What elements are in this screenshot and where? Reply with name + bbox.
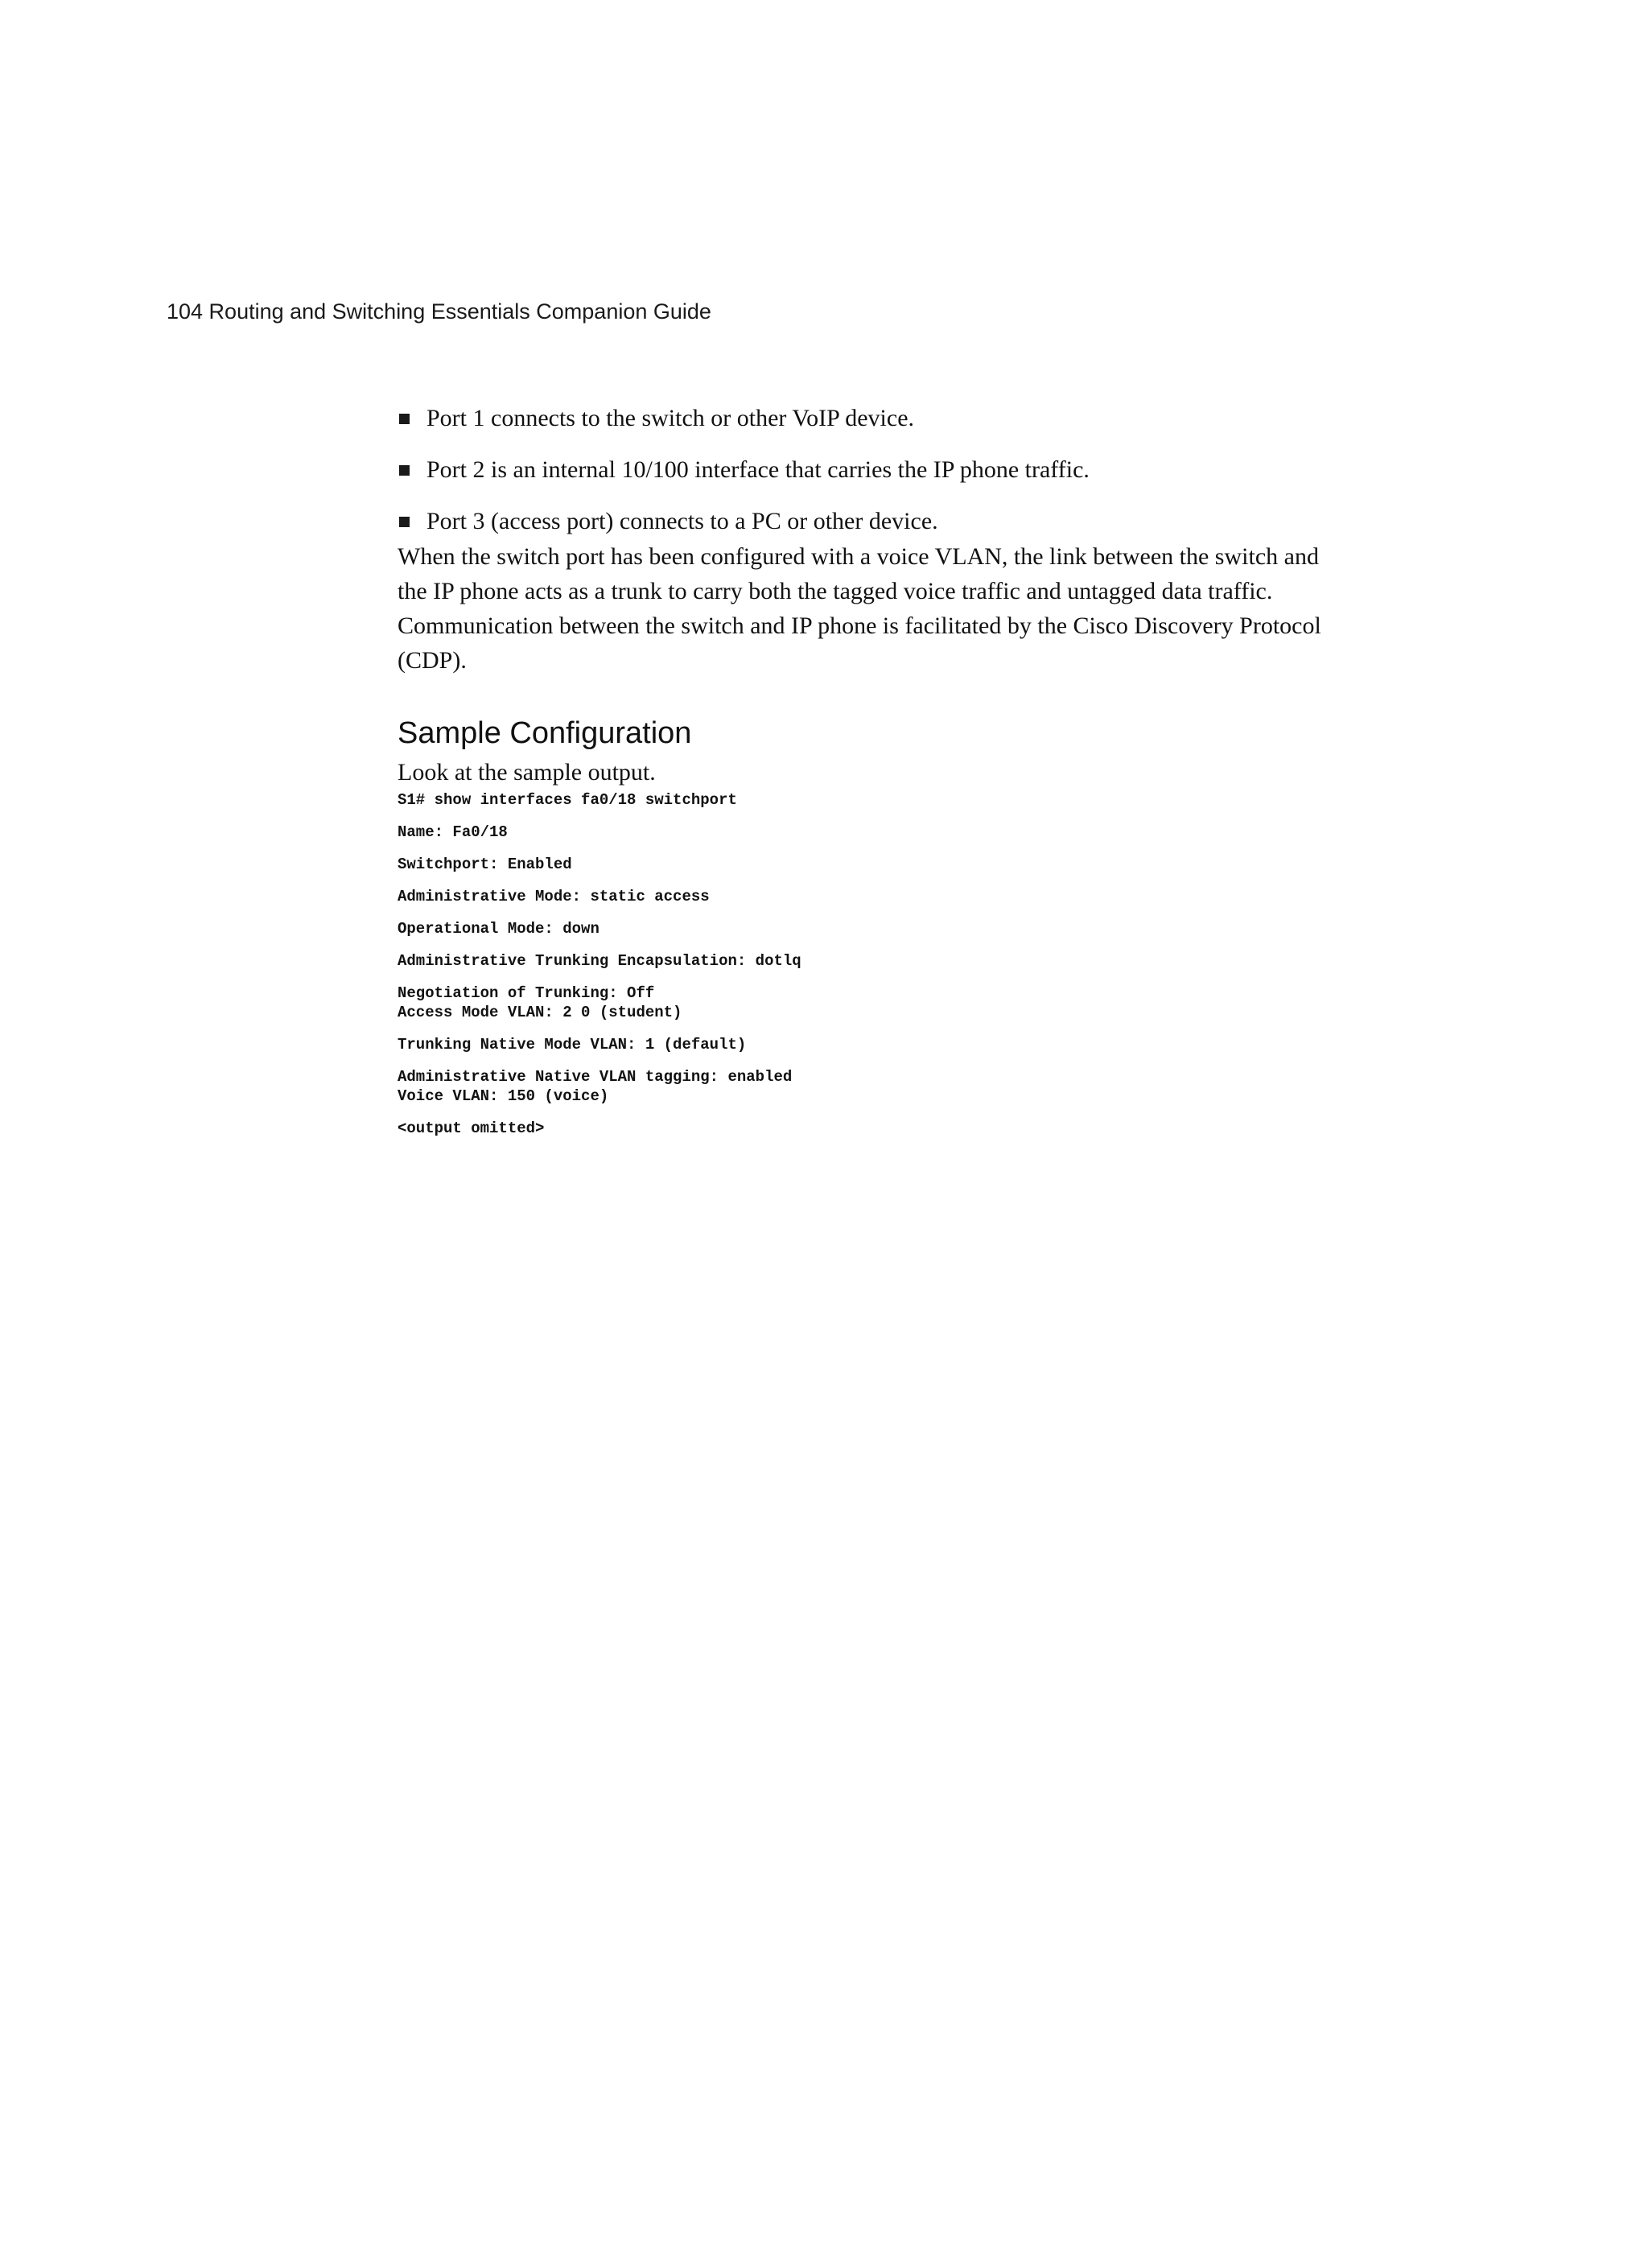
code-line: Administrative Mode: static access (398, 888, 710, 905)
section-intro: Look at the sample output. (398, 759, 656, 786)
paragraph-line: (CDP). (398, 647, 467, 674)
code-line: Voice VLAN: 150 (voice) (398, 1087, 609, 1105)
code-line: Negotiation of Trunking: Off (398, 984, 655, 1002)
list-item-text: Port 1 connects to the switch or other VoIP device. (426, 405, 915, 431)
code-line: Name: Fa0/18 (398, 823, 508, 841)
paragraph-line: When the switch port has been configured with a voice VLAN, the link between the switch and (398, 543, 1319, 570)
section-heading: Sample Configuration (398, 716, 692, 750)
code-line: Administrative Trunking Encapsulation: dotlq (398, 952, 801, 970)
running-header: 104 Routing and Switching Essentials Companion Guide (167, 299, 711, 324)
code-line: S1# show interfaces fa0/18 switchport (398, 791, 737, 809)
code-line: <output omitted> (398, 1120, 545, 1137)
port-bullet-list (398, 402, 1387, 538)
paragraph-line: the IP phone acts as a trunk to carry both the tagged voice traffic and untagged data traffic. (398, 578, 1273, 604)
square-bullet-icon (399, 465, 410, 476)
code-line: Operational Mode: down (398, 920, 599, 938)
list-item (398, 505, 1387, 538)
code-line: Switchport: Enabled (398, 856, 572, 873)
list-item (398, 454, 1387, 486)
list-item-text: Port 2 is an internal 10/100 interface that carries the IP phone traffic. (426, 456, 1090, 483)
list-item-text: Port 3 (access port) connects to a PC or other device. (426, 508, 938, 534)
paragraph-line: Communication between the switch and IP phone is facilitated by the Cisco Discovery Protocol (398, 612, 1321, 639)
page-content (398, 402, 1387, 1138)
code-line: Administrative Native VLAN tagging: enabled (398, 1068, 793, 1086)
square-bullet-icon (399, 414, 410, 424)
code-line: Access Mode VLAN: 2 0 (student) (398, 1004, 682, 1021)
list-item (398, 402, 1387, 435)
cli-output (398, 790, 1387, 1138)
voice-vlan-paragraph (398, 539, 1387, 678)
code-line: Trunking Native Mode VLAN: 1 (default) (398, 1036, 747, 1054)
square-bullet-icon (399, 517, 410, 527)
